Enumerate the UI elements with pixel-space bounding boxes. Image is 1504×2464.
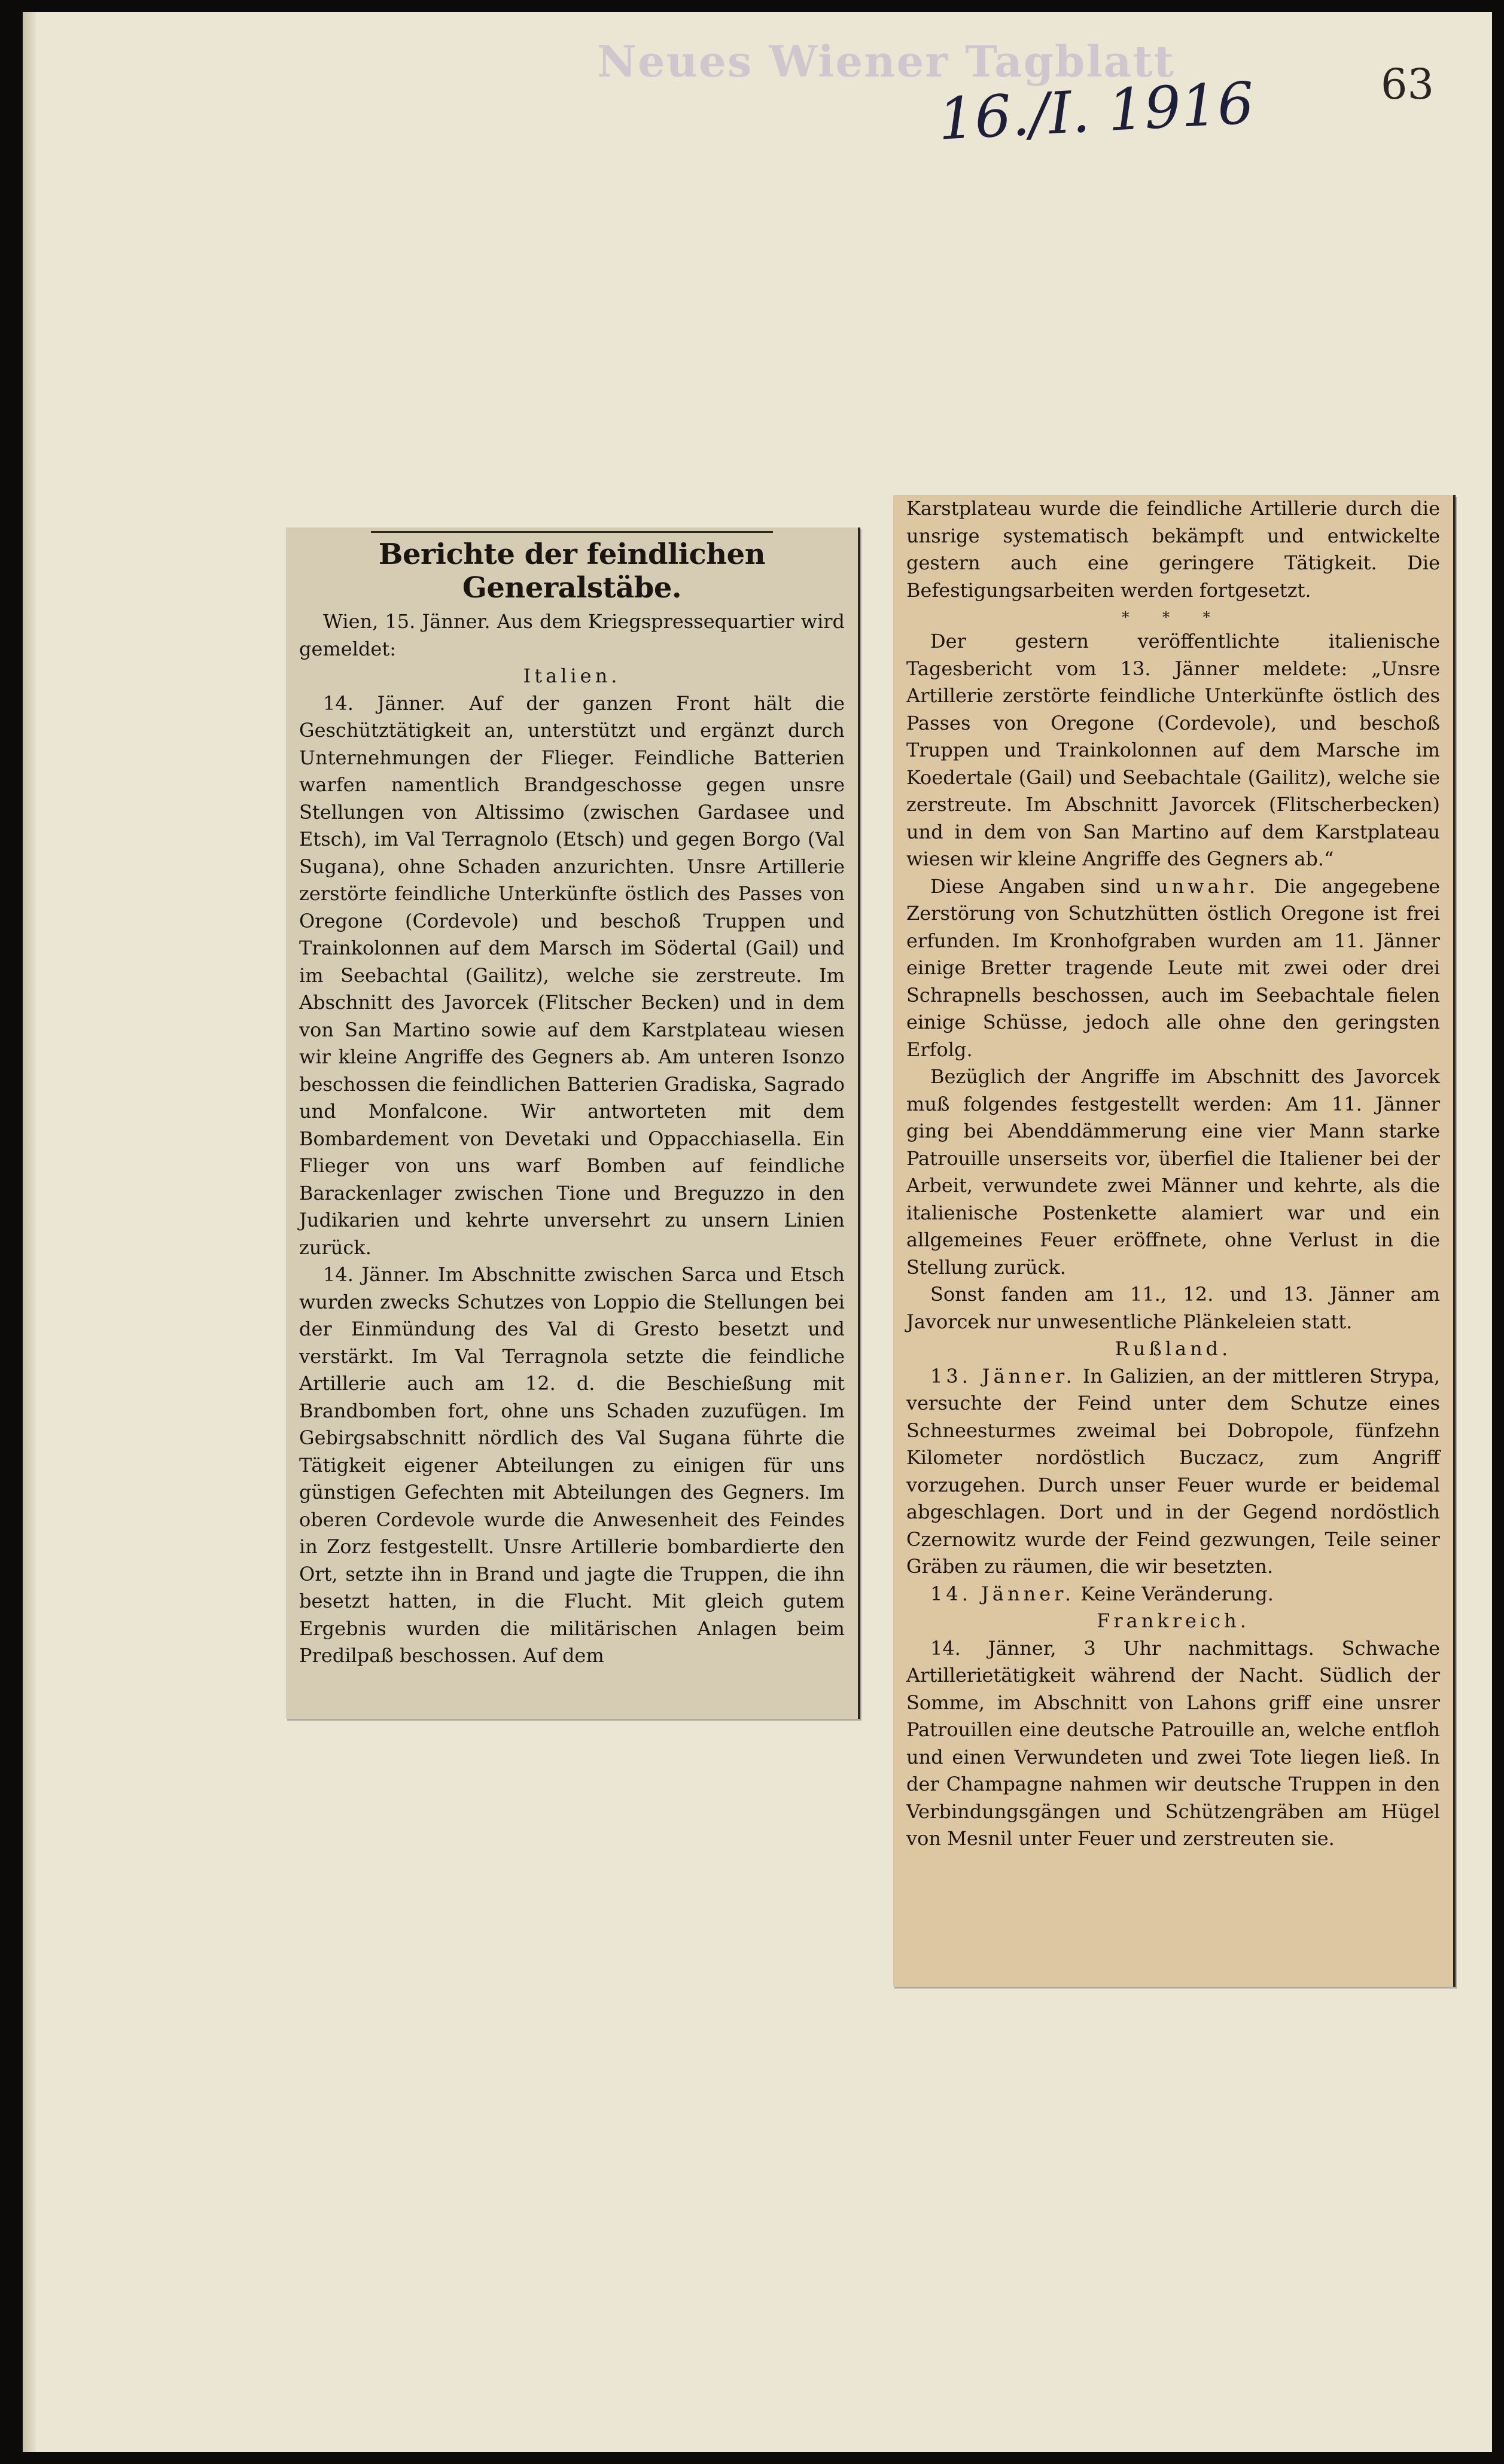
text-run: Diese Angaben sind [930, 874, 1141, 898]
paragraph [906, 1363, 1440, 1581]
paragraph: 14. Jänner. Auf der ganzen Front hält die Geschütztätigkeit an, unterstützt und ergänzt durch Unternehmungen der Flieger. Feindliche Batterien warfen namentlich Brandgeschosse gegen unsre Stellungen von Altissimo (zwischen Gardasee und Etsch), im Val Terragnolo (Etsch) und gegen Borgo (Val Sugana), ohne Schaden anzurichten. Unsre Artillerie zerstörte feindliche Unterkünfte östlich des Passes von Oregone (Cordevole) und beschoß Truppen und Trainkolonnen auf dem Marsch im Södertal (Gail) und im Seebachtal (Gailitz), welche sie zerstreute. Im Abschnitt des Javorcek (Flitscher Becken) und in dem von San Martino sowie auf dem Karstplateau wiesen wir kleine Angriffe des Gegners ab. Am unteren Isonzo beschossen die feindlichen Batterien Gradiska, Sagrado und Monfalcone. Wir antworteten mit dem Bombardement von Devetaki und Oppacchiasella. Ein Flieger von uns warf Bomben auf feindliche Barackenlager zwischen Tione und Breguzzo in den Judikarien und kehrte unversehrt zu unsern Linien zurück. [299, 691, 845, 1259]
paragraph: Karstplateau wurde die feindliche Artillerie durch die unsrige systematisch bekämpft und entwickelte gestern auch eine geringere Tätigkeit. Die Befestigungsarbeiten werden fortgesetzt. [906, 497, 1440, 602]
handwritten-date: 16./I. 1916 [936, 69, 1256, 153]
paragraph: Der gestern veröffentlichte italienische Tagesbericht vom 13. Jänner meldete: „Unsre Artillerie zerstörte feindliche Unterkünfte östlich des Passes von Oregone (Cordevole), und beschoß Truppen und Trainkolonnen auf dem Marsche im Koedertale (Gail) und Seebachtale (Gailitz), welche sie zerstreute. Im Abschnitt Javorcek (Flitscherbecken) und in dem von San Martino auf dem Karstplateau wiesen wir kleine Angriffe des Gegners ab.“ [906, 630, 1440, 870]
dateline: Wien, 15. Jänner. Aus dem Kriegspressequartier wird gemeldet: [299, 610, 845, 660]
sheet-torn-edge [23, 12, 36, 2452]
paragraph [906, 1581, 1440, 1608]
title-rule [371, 531, 773, 533]
clipping-left [286, 527, 860, 1719]
paragraph: Bezüglich der Angriffe im Abschnitt des Javorcek muß folgendes festgestellt werden: Am 11. Jänner ging bei Abenddämmerung eine vier Mann starke Patrouille unserseits vor, überfiel die Italiener bei der Arbeit, verwundete zwei Männer und kehrte, als die italienische Postenkette alamiert war und ein allgemeines Feuer eröffnete, ohne Verlust in die Stellung zurück. [906, 1065, 1440, 1279]
newspaper-stamp: Neues Wiener Tagblatt [597, 36, 1175, 87]
paragraph [906, 873, 1440, 1064]
text-run: Keine Veränderung. [1080, 1582, 1274, 1605]
separator-stars: * * * [1122, 609, 1225, 626]
paragraph: 14. Jänner, 3 Uhr nachmittags. Schwache Artillerietätigkeit während der Nacht. Südlich der Somme, im Abschnitt von Lahons griff eine unsrer Patrouillen eine deutsche Patrouille an, welche entfloh und einen Verwundeten und zwei Tote liegen ließ. In der Champagne nahmen wir deutsche Truppen in den Verbindungsgängen und Schützengräben am Hügel von Mesnil unter Feuer und zerstreuten sie. [906, 1636, 1440, 1850]
paragraph: Sonst fanden am 11., 12. und 13. Jänner am Javorcek nur unwesentliche Plänkeleien statt. [906, 1283, 1440, 1333]
archive-sheet [23, 12, 1492, 2452]
clipping-right [893, 495, 1456, 1987]
section-heading-france: Frankreich. [1097, 1609, 1250, 1632]
page-number: 63 [1381, 60, 1435, 109]
text-run: In Galizien, an der mittleren Strypa, versuchte der Feind unter dem Schutze eines Schneesturmes zweimal bei Dobropole, fünfzehn Kilometer nordöstlich Buczacz, zum Angriff vorzugehen. Durch unser Feuer wurde er beidemal abgeschlagen. Dort und in der Gegend nordöstlich Czernowitz wurde der Feind gezwungen, Teile seiner Gräben zu räumen, die wir besetzten. [906, 1364, 1441, 1578]
text-run: Die angegebene Zerstörung von Schutzhütten östlich Oregone ist frei erfunden. Im Kronhofgraben wurden am 11. Jänner einige Bretter tragende Leute mit zwei oder drei Schrapnells beschossen, auch im Seebachtale fielen einige Schüsse, jedoch alle ohne den geringsten Erfolg. [906, 874, 1440, 1061]
emphasis: unwahr. [1155, 874, 1259, 898]
section-heading-italy: Italien. [523, 664, 621, 687]
article-title: Berichte der feindlichen Generalstäbe. [378, 538, 766, 605]
paragraph: 14. Jänner. Im Abschnitte zwischen Sarca und Etsch wurden zwecks Schutzes von Loppio die Stellungen bei der Einmündung des Val di Gresto besetzt und verstärkt. Im Val Terragnola setzte die feindliche Artillerie auch am 12. d. die Beschießung mit Brandbomben fort, ohne uns Schaden zuzufügen. Im Gebirgsabschnitt nördlich des Val Sugana führte die Tätigkeit eigener Abteilungen zu einigen für uns günstigen Gefechten mit Abteilungen des Gegners. Im oberen Cordevole wurde die Anwesenheit des Feindes in Zorz festgestellt. Unsre Artillerie bombardierte den Ort, setzte ihn in Brand und jagte die Truppen, die ihn besetzt hatten, in die Flucht. Mit gleich gutem Ergebnis wurden die militärischen Anlagen beim Predilpaß beschossen. Auf dem [299, 1263, 845, 1667]
emphasis: 14. Jänner. [930, 1582, 1075, 1605]
emphasis: 13. Jänner. [930, 1364, 1076, 1387]
section-heading-russia: Rußland. [1115, 1337, 1232, 1360]
